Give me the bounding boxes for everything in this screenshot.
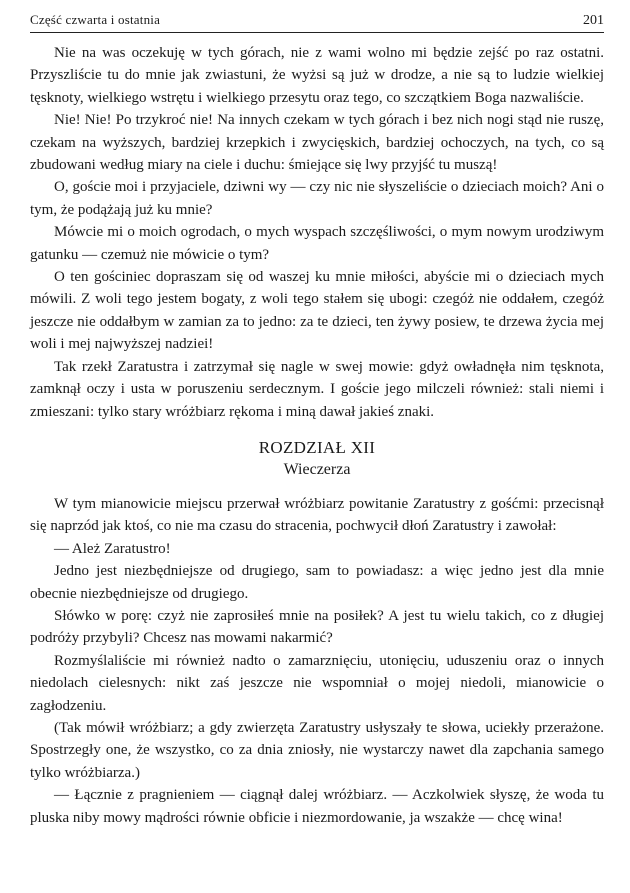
chapter-title: Wieczerza — [283, 460, 351, 478]
paragraph: O, goście moi i przyjaciele, dziwni wy — czy nic nie słyszeliście o dzieciach moich? Ani o tym, że podążają już ku mnie? — [30, 179, 604, 218]
chapter-number: ROZDZIAŁ XII — [258, 437, 376, 457]
chapter-heading — [30, 437, 604, 480]
paragraph: Nie na was oczekuję w tych górach, nie z wami wolno mi będzie zejść po raz ostatni. Przyszliście tu do mnie jak zwiastuni, że wyżsi są już w drodze, a nie są to ludzie wielkiej tęsknoty, wielkiego wstrętu i wielkiego przesytu oraz tego, co szczątkiem Boga nazwaliście. — [30, 45, 604, 106]
paragraph: W tym mianowicie miejscu przerwał wróżbiarz powitanie Zaratustry z gośćmi: przecisnął się naprzód jak ktoś, co nie ma czasu do stracenia, pochwycił dłoń Zaratustry i zawołał: — [30, 495, 604, 535]
paragraph: (Tak mówił wróżbiarz; a gdy zwierzęta Zaratustry usłyszały te słowa, uciekły przerażone. Spostrzegły one, że wszystko, co za dnia zniosły, nie wystarczy nawet dla zapchania samego tylko wróżbiarza.) — [30, 719, 604, 781]
paragraph: Rozmyślaliście mi również nadto o zamarznięciu, utonięciu, uduszeniu oraz o innych niedolach cielesnych: nikt zaś jeszcze nie wspomniał o mojej niedoli, mianowicie o zagłodzeniu. — [30, 652, 604, 714]
paragraph: O ten gościniec dopraszam się od waszej ku mnie miłości, abyście mi o dzieciach mych mówili. Z woli tego jestem bogaty, z woli tego stałem się ubogi: czegóż nie oddałem, czegóż jeszcze nie oddałbym w zamian za to jedno: za te dzieci, ten żywy posiew, te drzewa życia mej woli i mej najwyższej nadziei! — [30, 269, 604, 353]
paragraph: — Ależ Zaratustro! — [54, 540, 171, 557]
page-body — [30, 42, 604, 829]
paragraph: Tak rzekł Zaratustra i zatrzymał się nagle w swej mowie: gdyż owładnęła nim tęsknota, zamknął oczy i usta w poruszeniu serdecznym. I goście jego milczeli również: stali niemi i zmieszani: tylko stary wróżbiarz rękoma i miną dawał jakieś znaki. — [30, 358, 604, 420]
paragraph: Nie! Nie! Po trzykroć nie! Na innych czekam w tych górach i bez nich nogi stąd nie ruszę, czekam na wyższych, bardziej krzepkich i zwycięskich, bardziej ochoczych, na tych, co są zbudowani według miary na ciele i duchu: śmiejące się lwy przyjść tu muszą! — [30, 112, 604, 174]
paragraph: Słówko w porę: czyż nie zaprosiłeś mnie na posiłek? A jest tu wielu takich, co z długiej podróży przybyli? Chcesz nas mowami nakarmić? — [30, 607, 604, 647]
paragraph: Mówcie mi o moich ogrodach, o mych wyspach szczęśliwości, o mym nowym urodziwym gatunku — czemuż nie mówicie o tym? — [30, 224, 604, 263]
running-header — [30, 12, 604, 33]
paragraph: — Łącznie z pragnieniem — ciągnął dalej wróżbiarz. — Aczkolwiek słyszę, że woda tu pluska niby mowy mądrości równie obficie i niezmordowanie, ja wszakże — chcę wina! — [30, 787, 604, 826]
book-page — [30, 12, 604, 829]
page-number: 201 — [583, 13, 604, 28]
paragraph: Jedno jest niezbędniejsze od drugiego, sam to powiadasz: a więc jedno jest dla mnie obecnie niezbędniejsze od drugiego. — [30, 563, 604, 602]
running-title: Część czwarta i ostatnia — [30, 12, 161, 27]
